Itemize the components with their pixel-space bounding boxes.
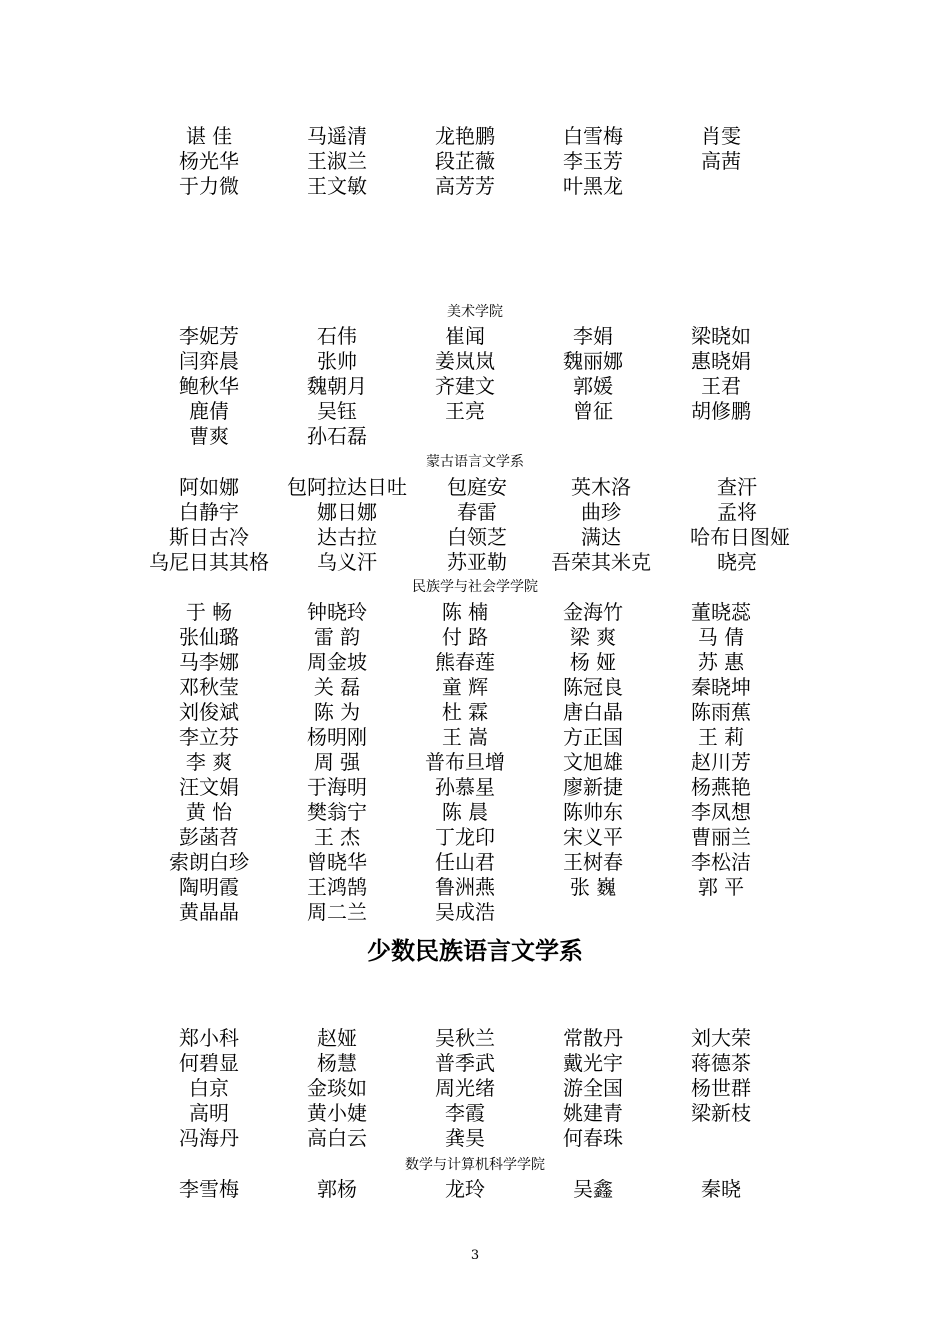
name-cell: 吴成浩 xyxy=(435,900,495,924)
section-heading-math: 数学与计算机科学学院 xyxy=(405,1157,545,1173)
name-row xyxy=(145,1101,825,1126)
name-cell: 齐建文 xyxy=(435,374,495,398)
name-row xyxy=(145,174,825,199)
name-cell: 李雪梅 xyxy=(179,1177,239,1201)
name-row xyxy=(145,1026,825,1051)
name-row xyxy=(145,875,825,900)
name-cell: 王树春 xyxy=(563,850,623,874)
name-cell: 何春珠 xyxy=(563,1126,623,1150)
page-number: 3 xyxy=(470,1248,480,1263)
name-cell: 曾征 xyxy=(573,399,613,423)
name-cell: 魏朝月 xyxy=(307,374,367,398)
name-cell: 于 畅 xyxy=(185,600,233,624)
name-cell: 李立芬 xyxy=(179,725,239,749)
name-cell: 宋义平 xyxy=(563,825,623,849)
section-heading-minority: 少数民族语言文学系 xyxy=(367,936,583,965)
name-cell: 赵娅 xyxy=(317,1026,357,1050)
name-cell: 秦晓 xyxy=(701,1177,741,1201)
name-cell: 周二兰 xyxy=(307,900,367,924)
name-cell: 王文敏 xyxy=(307,174,367,198)
name-cell: 高明 xyxy=(189,1101,229,1125)
name-cell: 高芳芳 xyxy=(435,174,495,198)
name-cell: 廖新捷 xyxy=(563,775,623,799)
name-cell: 包阿拉达日吐 xyxy=(287,475,407,499)
name-cell: 晓亮 xyxy=(717,550,757,574)
name-cell: 李霞 xyxy=(445,1101,485,1125)
name-cell: 叶黑龙 xyxy=(563,174,623,198)
name-cell: 张 巍 xyxy=(569,875,617,899)
name-cell: 普季武 xyxy=(435,1051,495,1075)
name-cell: 王鸿鹄 xyxy=(307,875,367,899)
name-cell: 包庭安 xyxy=(447,475,507,499)
name-cell: 胡修鹏 xyxy=(691,399,751,423)
name-cell: 吴秋兰 xyxy=(435,1026,495,1050)
name-cell: 满达 xyxy=(581,525,621,549)
name-cell: 郭 平 xyxy=(697,875,745,899)
name-cell: 刘大荣 xyxy=(691,1026,751,1050)
name-cell: 戴光宇 xyxy=(563,1051,623,1075)
name-cell: 童 辉 xyxy=(441,675,489,699)
name-cell: 杜 霖 xyxy=(441,700,489,724)
name-cell: 樊翁宁 xyxy=(307,800,367,824)
name-cell: 杨燕艳 xyxy=(691,775,751,799)
name-cell: 哈布日图娅 xyxy=(690,525,790,549)
name-row xyxy=(145,600,825,625)
name-cell: 于海明 xyxy=(307,775,367,799)
name-cell: 姚建青 xyxy=(563,1101,623,1125)
name-cell: 陈雨蕉 xyxy=(691,700,751,724)
name-cell: 高茜 xyxy=(701,149,741,173)
name-cell: 任山君 xyxy=(435,850,495,874)
name-row xyxy=(145,775,825,800)
name-cell: 惠晓娟 xyxy=(691,349,751,373)
name-row xyxy=(145,850,825,875)
name-cell: 杨光华 xyxy=(179,149,239,173)
name-row xyxy=(145,324,825,349)
name-row xyxy=(145,149,825,174)
name-row xyxy=(145,800,825,825)
name-cell: 游全国 xyxy=(563,1076,623,1100)
name-cell: 龚昊 xyxy=(445,1126,485,1150)
name-cell: 彭菡苕 xyxy=(179,825,239,849)
name-cell: 张仙璐 xyxy=(179,625,239,649)
name-cell: 关 磊 xyxy=(313,675,361,699)
name-cell: 李娟 xyxy=(573,324,613,348)
name-cell: 郑小科 xyxy=(179,1026,239,1050)
name-cell: 王君 xyxy=(701,374,741,398)
name-row xyxy=(145,1177,825,1202)
name-cell: 黄晶晶 xyxy=(179,900,239,924)
name-cell: 孙慕星 xyxy=(435,775,495,799)
name-cell: 孙石磊 xyxy=(307,424,367,448)
name-cell: 王 嵩 xyxy=(441,725,489,749)
name-cell: 梁 爽 xyxy=(569,625,617,649)
name-cell: 秦晓坤 xyxy=(691,675,751,699)
name-cell: 杨 娅 xyxy=(569,650,617,674)
name-cell: 李 爽 xyxy=(185,750,233,774)
name-cell: 雷 韵 xyxy=(313,625,361,649)
name-cell: 周光绪 xyxy=(435,1076,495,1100)
name-cell: 郭媛 xyxy=(573,374,613,398)
name-cell: 龙艳鹏 xyxy=(435,124,495,148)
name-cell: 段芷薇 xyxy=(435,149,495,173)
name-cell: 陶明霞 xyxy=(179,875,239,899)
name-row xyxy=(145,525,825,550)
name-cell: 春雷 xyxy=(457,500,497,524)
name-cell: 黄 怡 xyxy=(185,800,233,824)
name-cell: 白领芝 xyxy=(447,525,507,549)
name-cell: 娜日娜 xyxy=(317,500,377,524)
name-cell: 邓秋莹 xyxy=(179,675,239,699)
name-cell: 丁龙印 xyxy=(435,825,495,849)
name-cell: 曲珍 xyxy=(581,500,621,524)
name-row xyxy=(145,1126,825,1151)
name-cell: 曹丽兰 xyxy=(691,825,751,849)
name-cell: 吴鑫 xyxy=(573,1177,613,1201)
name-cell: 钟晓玲 xyxy=(307,600,367,624)
name-cell: 斯日古冷 xyxy=(169,525,249,549)
name-cell: 马遥清 xyxy=(307,124,367,148)
name-cell: 白雪梅 xyxy=(563,124,623,148)
name-cell: 常散丹 xyxy=(563,1026,623,1050)
name-row xyxy=(145,1076,825,1101)
name-cell: 赵川芳 xyxy=(691,750,751,774)
name-row xyxy=(145,750,825,775)
section-heading-ethnology: 民族学与社会学学院 xyxy=(412,579,538,595)
name-row xyxy=(145,675,825,700)
name-cell: 苏 惠 xyxy=(697,650,745,674)
name-cell: 王 莉 xyxy=(697,725,745,749)
name-cell: 张帅 xyxy=(317,349,357,373)
name-cell: 陈 晨 xyxy=(441,800,489,824)
name-cell: 鲁洲燕 xyxy=(435,875,495,899)
name-cell: 石伟 xyxy=(317,324,357,348)
name-row xyxy=(145,475,825,500)
name-cell: 魏丽娜 xyxy=(563,349,623,373)
name-cell: 于力微 xyxy=(179,174,239,198)
name-cell: 李凤想 xyxy=(691,800,751,824)
name-cell: 白静宇 xyxy=(179,500,239,524)
name-cell: 冯海丹 xyxy=(179,1126,239,1150)
name-cell: 崔闻 xyxy=(445,324,485,348)
name-cell: 杨慧 xyxy=(317,1051,357,1075)
name-cell: 唐白晶 xyxy=(563,700,623,724)
name-cell: 肖雯 xyxy=(701,124,741,148)
name-cell: 查汗 xyxy=(717,475,757,499)
name-row xyxy=(145,625,825,650)
name-cell: 付 路 xyxy=(441,625,489,649)
name-cell: 达古拉 xyxy=(317,525,377,549)
name-cell: 马 倩 xyxy=(697,625,745,649)
name-cell: 汪文娟 xyxy=(179,775,239,799)
name-row xyxy=(145,550,825,575)
name-cell: 吴钰 xyxy=(317,399,357,423)
name-cell: 闫弈晨 xyxy=(179,349,239,373)
name-cell: 方正国 xyxy=(563,725,623,749)
name-cell: 白京 xyxy=(189,1076,229,1100)
name-cell: 鹿倩 xyxy=(189,399,229,423)
name-row xyxy=(145,825,825,850)
name-cell: 阿如娜 xyxy=(179,475,239,499)
name-cell: 英木洛 xyxy=(571,475,631,499)
name-cell: 金琰如 xyxy=(307,1076,367,1100)
name-row xyxy=(145,700,825,725)
name-row xyxy=(145,124,825,149)
name-row xyxy=(145,374,825,399)
name-cell: 王淑兰 xyxy=(307,149,367,173)
name-cell: 谌 佳 xyxy=(185,124,233,148)
name-cell: 高白云 xyxy=(307,1126,367,1150)
name-cell: 熊春莲 xyxy=(435,650,495,674)
name-cell: 杨世群 xyxy=(691,1076,751,1100)
name-cell: 梁新枝 xyxy=(691,1101,751,1125)
name-cell: 王亮 xyxy=(445,399,485,423)
name-cell: 乌尼日其其格 xyxy=(149,550,269,574)
name-cell: 黄小婕 xyxy=(307,1101,367,1125)
name-row xyxy=(145,650,825,675)
name-row xyxy=(145,424,825,449)
name-cell: 刘俊斌 xyxy=(179,700,239,724)
name-row xyxy=(145,1051,825,1076)
name-cell: 陈 楠 xyxy=(441,600,489,624)
name-cell: 曾晓华 xyxy=(307,850,367,874)
name-cell: 李妮芳 xyxy=(179,324,239,348)
name-cell: 梁晓如 xyxy=(691,324,751,348)
name-cell: 姜岚岚 xyxy=(435,349,495,373)
name-cell: 苏亚勒 xyxy=(447,550,507,574)
name-cell: 董晓蕊 xyxy=(691,600,751,624)
name-cell: 金海竹 xyxy=(563,600,623,624)
name-cell: 曹爽 xyxy=(189,424,229,448)
name-cell: 吾荣其米克 xyxy=(551,550,651,574)
name-cell: 陈冠良 xyxy=(563,675,623,699)
name-row xyxy=(145,399,825,424)
name-cell: 鲍秋华 xyxy=(179,374,239,398)
section-heading-mongolian: 蒙古语言文学系 xyxy=(426,454,524,470)
name-cell: 李玉芳 xyxy=(563,149,623,173)
name-cell: 文旭雄 xyxy=(563,750,623,774)
name-cell: 周 强 xyxy=(313,750,361,774)
section-heading-art: 美术学院 xyxy=(447,304,503,320)
name-cell: 马李娜 xyxy=(179,650,239,674)
name-cell: 何碧显 xyxy=(179,1051,239,1075)
name-cell: 蒋德茶 xyxy=(691,1051,751,1075)
name-cell: 陈帅东 xyxy=(563,800,623,824)
name-cell: 陈 为 xyxy=(313,700,361,724)
name-cell: 周金坡 xyxy=(307,650,367,674)
name-cell: 杨明刚 xyxy=(307,725,367,749)
name-cell: 孟将 xyxy=(717,500,757,524)
name-cell: 乌义汗 xyxy=(317,550,377,574)
name-cell: 龙玲 xyxy=(445,1177,485,1201)
name-row xyxy=(145,500,825,525)
name-row xyxy=(145,349,825,374)
name-cell: 李松洁 xyxy=(691,850,751,874)
name-cell: 索朗白珍 xyxy=(169,850,249,874)
name-cell: 王 杰 xyxy=(313,825,361,849)
name-cell: 普布旦增 xyxy=(425,750,505,774)
name-row xyxy=(145,725,825,750)
name-row xyxy=(145,900,825,925)
name-cell: 郭杨 xyxy=(317,1177,357,1201)
